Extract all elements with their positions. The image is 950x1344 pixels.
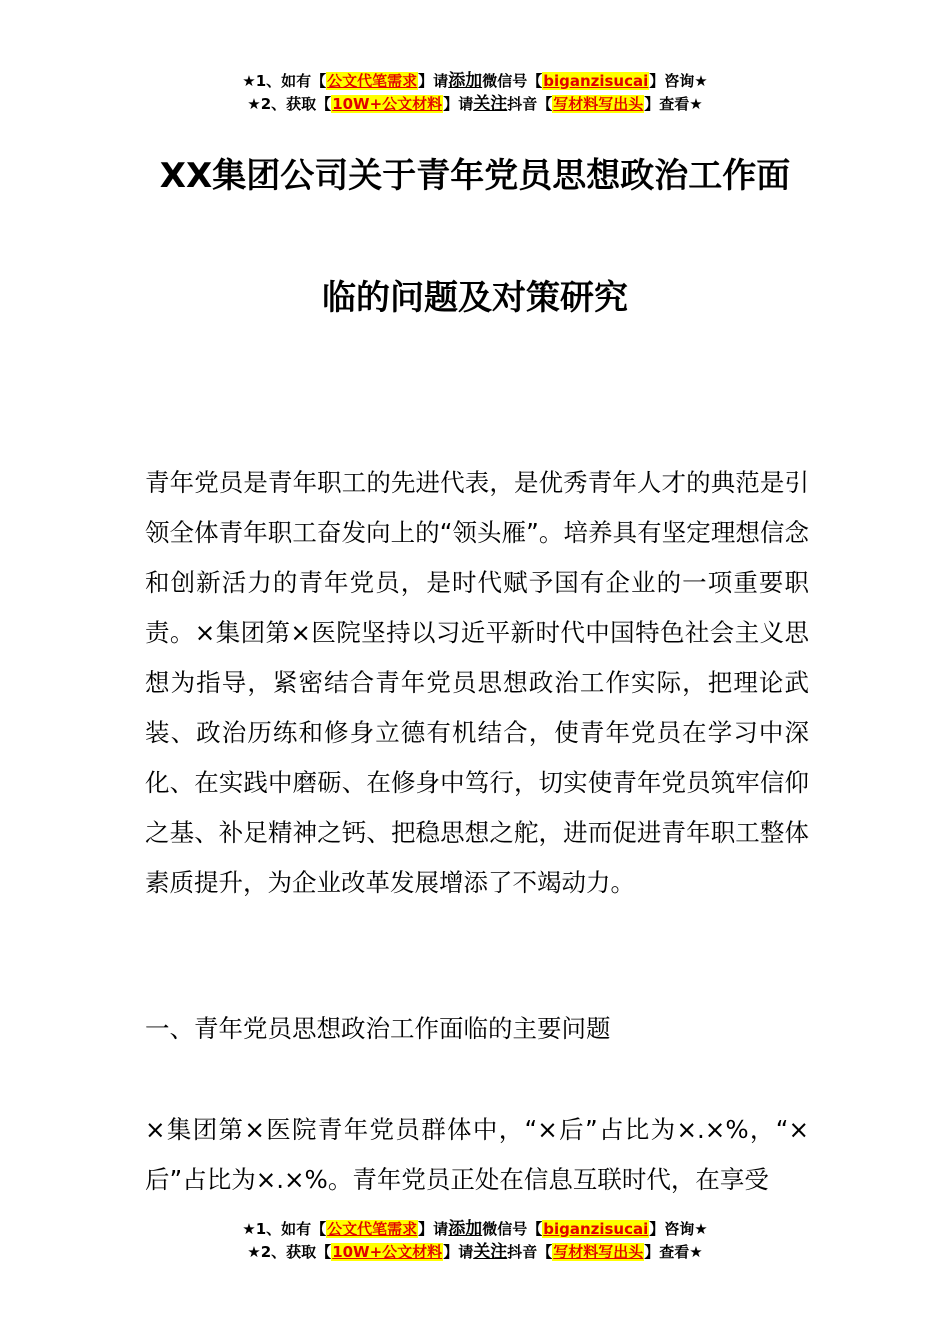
banner-highlight: 10W+公文材料	[332, 1243, 443, 1261]
banner-text: ★1、如有【	[242, 72, 327, 90]
banner-text: 抖音【	[507, 95, 553, 113]
banner-highlight: 10W+公文材料	[332, 95, 443, 113]
banner-text: 】请	[418, 72, 449, 90]
banner-text: ★2、获取【	[247, 95, 332, 113]
banner-text: 微信号【	[482, 72, 543, 90]
body-paragraph: ×集团第×医院青年党员群体中，“×后”占比为×.×%，“×后”占比为×.×%。青年党员正处在信息互联时代，在享受	[145, 1115, 809, 1194]
body-paragraph-2-container	[145, 1105, 809, 1205]
body-paragraph-1-container	[145, 458, 809, 908]
document-title-line-2: 临的问题及对策研究	[322, 278, 628, 318]
banner-emphasis: 添加	[448, 71, 483, 91]
section-heading: 一、青年党员思想政治工作面临的主要问题	[145, 1014, 611, 1043]
banner-line-1	[0, 1218, 950, 1241]
banner-text: 抖音【	[507, 1243, 553, 1261]
banner-text: 】咨询★	[649, 1220, 708, 1238]
document-title-line-1: XX集团公司关于青年党员思想政治工作面	[159, 156, 791, 196]
banner-emphasis: 关注	[473, 94, 508, 114]
banner-emphasis: 关注	[473, 1242, 508, 1262]
footer-banner	[0, 1218, 950, 1264]
banner-douyin-id: 写材料写出头	[553, 95, 644, 113]
banner-text: 】请	[443, 95, 474, 113]
header-banner	[0, 70, 950, 116]
banner-douyin-id: 写材料写出头	[553, 1243, 644, 1261]
banner-line-2	[0, 1241, 950, 1264]
body-paragraph: 青年党员是青年职工的先进代表，是优秀青年人才的典范是引领全体青年职工奋发向上的“领头雁”。培养具有坚定理想信念和创新活力的青年党员，是时代赋予国有企业的一项重要职责。×集团第×医院坚持以习近平新时代中国特色社会主义思想为指导，紧密结合青年党员思想政治工作实际，把理论武装、政治历练和修身立德有机结合，使青年党员在学习中深化、在实践中磨砺、在修身中笃行，切实使青年党员筑牢信仰之基、补足精神之钙、把稳思想之舵，进而促进青年职工整体素质提升，为企业改革发展增添了不竭动力。	[145, 468, 809, 897]
banner-text: 】查看★	[644, 1243, 703, 1261]
banner-text: 】请	[443, 1243, 474, 1261]
banner-line-1	[0, 70, 950, 93]
banner-text: 】咨询★	[649, 72, 708, 90]
banner-highlight: 公文代笔需求	[327, 1220, 418, 1238]
banner-emphasis: 添加	[448, 1219, 483, 1239]
banner-text: 】查看★	[644, 95, 703, 113]
banner-text: 】请	[418, 1220, 449, 1238]
banner-line-2	[0, 93, 950, 116]
banner-text: ★1、如有【	[242, 1220, 327, 1238]
banner-highlight: 公文代笔需求	[327, 72, 418, 90]
banner-wechat-id: biganzisucai	[543, 72, 649, 90]
banner-wechat-id: biganzisucai	[543, 1220, 649, 1238]
banner-text: 微信号【	[482, 1220, 543, 1238]
banner-text: ★2、获取【	[247, 1243, 332, 1261]
